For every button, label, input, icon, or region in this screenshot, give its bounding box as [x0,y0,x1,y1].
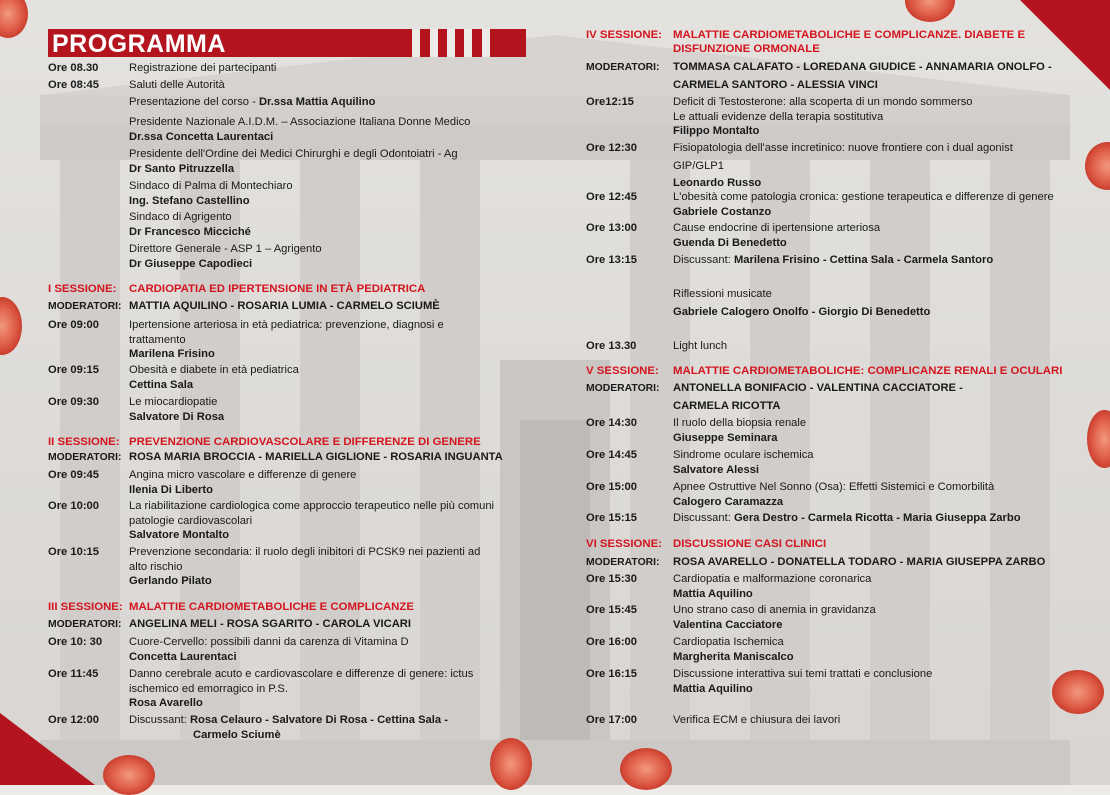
session-title: MALATTIE CARDIOMETABOLICHE E COMPLICANZE [129,601,414,613]
speaker-name: Margherita Maniscalco [673,650,794,663]
moderators-names: ANTONELLA BONIFACIO - VALENTINA CACCIATORE - [673,382,963,394]
title-stripe [482,29,490,57]
session-label: III SESSIONE: [48,601,123,613]
talk-title: Discussione interattiva sui temi trattati e conclusione [673,668,933,680]
speaker-name: Concetta Laurentaci [129,650,237,663]
talk-title: ischemico ed emorragico in P.S. [129,682,288,695]
session-time: Ore 09:15 [48,364,99,376]
session-time: Ore12:15 [586,96,634,108]
session-label: IV SESSIONE: [586,29,662,41]
talk-title: Discussant: [129,714,190,726]
session-time: Ore 15:30 [586,573,637,585]
speaker-name: Gerlando Pilato [129,575,212,587]
speaker-name: Ing. Stefano Castellino [129,194,250,207]
speaker-name: Salvatore Montalto [129,529,230,541]
session-label: V SESSIONE: [586,365,659,377]
talk-title: Light lunch [673,340,728,352]
speaker-name: Carmelo Sciumè [193,728,281,741]
talk-title: Cardiopatia Ischemica [673,636,784,648]
talk-title: Apnee Ostruttive Nel Sonno (Osa): Effetti Sistemici e Comorbilità [673,481,995,493]
speaker-name: Dr.ssa Mattia Aquilino [258,96,376,108]
blood-cell-decoration [490,738,532,790]
session-time: Ore 14:45 [586,449,637,461]
session-title: MALATTIE CARDIOMETABOLICHE E COMPLICANZE. DIABETE E [673,29,1026,41]
speaker-name: Marilena Frisino [129,348,215,360]
talk-title: Angina micro vascolare e differenze di genere [129,469,357,481]
moderators-label: MODERATORI: [48,619,122,630]
blood-cell-decoration [103,755,155,795]
talk-title: Il ruolo della biopsia renale [673,417,807,429]
session-time: Ore 16:00 [586,636,637,648]
moderators-label: MODERATORI: [586,557,660,568]
speaker-name: Mattia Aquilino [673,587,753,600]
talk-title: Cardiopatia e malformazione coronarica [673,573,872,585]
session-time: Ore 13:00 [586,222,637,234]
talk-title: Cause endocrine di ipertensione arteriosa [673,222,881,234]
session-time: Ore 12:45 [586,191,637,203]
session-label: VI SESSIONE: [586,538,662,550]
session-time: Ore 15:00 [586,481,637,493]
session-time: Ore 12:30 [586,142,637,154]
moderators-names: ROSA AVARELLO - DONATELLA TODARO - MARIA GIUSEPPA ZARBO [673,556,1046,568]
talk-title: Saluti delle Autorità [129,79,225,91]
talk-title: Sindaco di Palma di Montechiaro [129,180,293,192]
speaker-name: Rosa Celauro - Salvatore Di Rosa - Cettina Sala - [189,714,448,726]
talk-title: Fisiopatologia dell'asse incretinico: nuove frontiere con i dual agonist [673,142,1013,154]
session-title: MALATTIE CARDIOMETABOLICHE: COMPLICANZE RENALI E OCULARI [673,365,1063,377]
speaker-name: Calogero Caramazza [673,495,784,508]
talk-title: Presidente dell'Ordine dei Medici Chirurghi e degli Odontoiatri - Ag [129,148,458,160]
session-title: PREVENZIONE CARDIOVASCOLARE E DIFFERENZE DI GENERE [129,436,481,448]
moderators-label: MODERATORI: [48,452,122,463]
talk-title: Discussant: [673,512,734,524]
moderators-names: MATTIA AQUILINO - ROSARIA LUMIA - CARMELO SCIUMÈ [129,300,440,312]
speaker-name: Gabriele Costanzo [673,205,772,218]
speaker-name: Filippo Montalto [673,125,760,137]
title-stripe [447,29,455,57]
speaker-name: Gabriele Calogero Onolfo - Giorgio Di Benedetto [673,305,931,318]
talk-title: Uno strano caso di anemia in gravidanza [673,604,876,616]
talk-title: L'obesità come patologia cronica: gestione terapeutica e differenze di genere [673,191,1054,203]
talk-title: Le attuali evidenze della terapia sostitutiva [673,110,884,123]
talk-title: Le miocardiopatie [129,396,218,408]
moderators-label: MODERATORI: [586,62,660,73]
moderators-names: CARMELA RICOTTA [673,400,781,412]
session-time: Ore 08.30 [48,62,99,74]
speaker-name: Dr Francesco Micciché [129,225,251,238]
speaker-name: Dr Santo Pitruzzella [129,162,235,175]
session-time: Ore 15:45 [586,604,637,616]
title-stripe [464,29,472,57]
talk-title: Cuore-Cervello: possibili danni da carenza di Vitamina D [129,636,409,648]
talk-title: Presentazione del corso - [129,96,259,108]
session-title: CARDIOPATIA ED IPERTENSIONE IN ETÀ PEDIATRICA [129,283,426,295]
talk-title: alto rischio [129,560,183,573]
speaker-name: Gera Destro - Carmela Ricotta - Maria Giuseppa Zarbo [733,512,1021,524]
talk-title: Direttore Generale - ASP 1 – Agrigento [129,243,322,255]
talk-title: Sindaco di Agrigento [129,211,232,223]
session-time: Ore 10:00 [48,500,99,512]
talk-title: patologie cardiovascolari [129,514,253,527]
talk-title: Discussant: [673,254,734,266]
talk-title: Verifica ECM e chiusura dei lavori [673,714,841,726]
speaker-name: Leonardo Russo [673,177,762,189]
session-title: DISFUNZIONE ORMONALE [673,43,820,55]
speaker-name: Salvatore Alessi [673,463,760,476]
session-title: DISCUSSIONE CASI CLINICI [673,538,827,550]
talk-title: Prevenzione secondaria: il ruolo degli inibitori di PCSK9 nei pazienti ad [129,546,481,558]
title-stripe [412,29,420,57]
session-time: Ore 09:30 [48,396,99,408]
session-time: Ore 16:15 [586,668,637,680]
moderators-names: TOMMASA CALAFATO - LOREDANA GIUDICE - ANNAMARIA ONOLFO - [673,61,1052,73]
speaker-name: Mattia Aquilino [673,682,753,695]
talk-title: La riabilitazione cardiologica come approccio terapeutico nelle più comuni [129,500,495,512]
moderators-names: ANGELINA MELI - ROSA SGARITO - CAROLA VICARI [129,618,411,630]
speaker-name: Ilenia Di Liberto [129,483,213,496]
talk-title [129,713,448,727]
talk-title: trattamento [129,333,186,346]
session-time: Ore 09:00 [48,319,99,331]
session-time: Ore 11:45 [48,668,99,680]
session-time: Ore 15:15 [586,512,637,524]
session-time: Ore 17:00 [586,714,637,726]
speaker-name: Salvatore Di Rosa [129,410,225,423]
blood-cell-decoration [1052,670,1104,714]
talk-title: Deficit di Testosterone: alla scoperta di un mondo sommerso [673,96,973,108]
page-title: PROGRAMMA [52,30,226,58]
speaker-name: Giuseppe Seminara [673,431,778,444]
talk-title: Presidente Nazionale A.I.D.M. – Associazione Italiana Donne Medico [129,116,471,128]
talk-title [673,253,993,267]
talk-title: Ipertensione arteriosa in età pediatrica: prevenzione, diagnosi e [129,319,444,331]
session-time: Ore 10: 30 [48,636,103,648]
session-time: Ore 13.30 [586,340,637,352]
speaker-name: Dr Giuseppe Capodieci [129,257,253,270]
talk-title: Danno cerebrale acuto e cardiovascolare e differenze di genere: ictus [129,668,474,680]
talk-title: GIP/GLP1 [673,159,724,172]
session-time: Ore 09:45 [48,469,99,481]
speaker-name: Cettina Sala [129,378,194,391]
moderators-names: CARMELA SANTORO - ALESSIA VINCI [673,79,878,91]
blood-cell-decoration [620,748,672,790]
speaker-name: Guenda Di Benedetto [673,236,787,249]
talk-title [129,95,375,109]
talk-title: Riflessioni musicate [673,288,772,300]
session-time: Ore 12:00 [48,714,99,726]
program-title-bar [48,29,526,57]
speaker-name: Rosa Avarello [129,697,203,709]
session-time: Ore 10:15 [48,546,99,558]
talk-title: Obesità e diabete in età pediatrica [129,364,299,376]
talk-title: Sindrome oculare ischemica [673,449,814,461]
speaker-name: Dr.ssa Concetta Laurentaci [129,130,274,143]
corner-decoration-top-right [1020,0,1110,90]
talk-title: Registrazione dei partecipanti [129,62,277,74]
moderators-label: MODERATORI: [48,301,122,312]
moderators-label: MODERATORI: [586,383,660,394]
session-time: Ore 08:45 [48,79,99,91]
session-label: I SESSIONE: [48,283,117,295]
session-label: II SESSIONE: [48,436,120,448]
session-time: Ore 14:30 [586,417,637,429]
speaker-name: Valentina Cacciatore [673,618,783,631]
title-stripe [430,29,438,57]
speaker-name: Marilena Frisino - Cettina Sala - Carmela Santoro [733,254,994,266]
moderators-names: ROSA MARIA BROCCIA - MARIELLA GIGLIONE - ROSARIA INGUANTA [129,451,503,463]
session-time: Ore 13:15 [586,254,637,266]
talk-title [673,511,1021,525]
